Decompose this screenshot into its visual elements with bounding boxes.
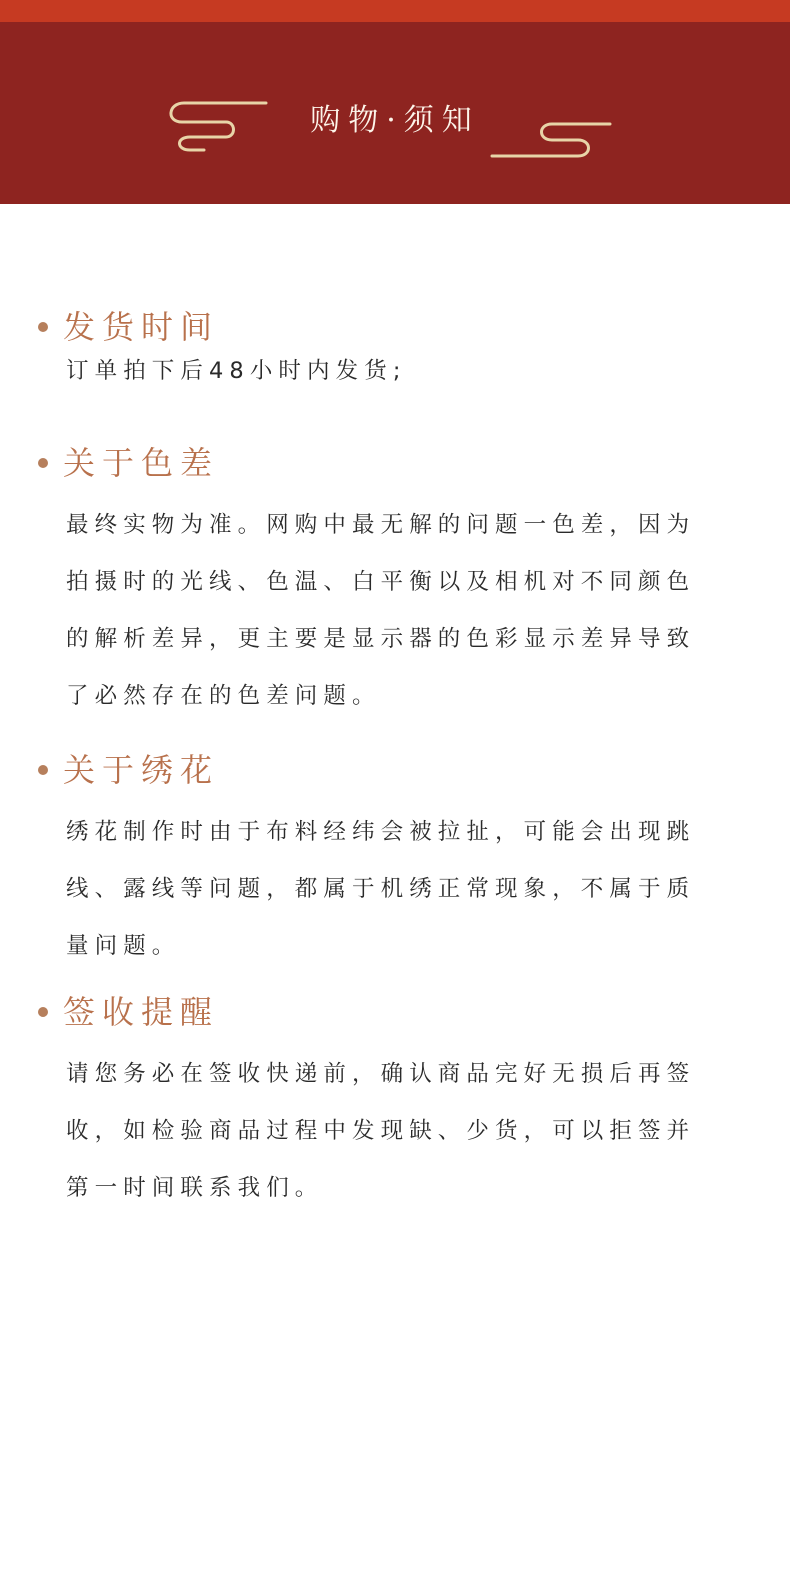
section-body: 绣花制作时由于布料经纬会被拉扯，可能会出现跳线、露线等问题，都属于机绣正常现象，不属于质量问题。: [66, 819, 696, 959]
page-title: 购物·须知: [310, 103, 480, 138]
section-header: [38, 307, 718, 347]
bullet-dot-icon: [38, 765, 48, 775]
section-body: 请您务必在签收快递前，确认商品完好无损后再签收，如检验商品过程中发现缺、少货，可以拒签并第一时间联系我们。: [66, 1061, 696, 1201]
section-embroidery: [38, 750, 718, 975]
bullet-dot-icon: [38, 322, 48, 332]
section-header: [38, 992, 718, 1032]
section-header: [38, 750, 718, 790]
section-title: 签收提醒: [63, 993, 220, 1031]
section-title: 关于绣花: [63, 751, 220, 789]
section-header: [38, 443, 718, 483]
section-delivery-reminder: [38, 992, 718, 1217]
header-banner: [0, 22, 790, 204]
top-strip: [0, 0, 790, 22]
section-body: 订单拍下后48小时内发货;: [66, 358, 407, 384]
bullet-dot-icon: [38, 1007, 48, 1017]
bullet-dot-icon: [38, 458, 48, 468]
section-title: 发货时间: [63, 308, 220, 346]
section-shipping-time: [38, 307, 718, 391]
section-title: 关于色差: [63, 444, 220, 482]
section-color-difference: [38, 443, 718, 725]
cloud-swirl-icon: [490, 120, 620, 164]
section-body: 最终实物为准。网购中最无解的问题一色差，因为拍摄时的光线、色温、白平衡以及相机对不同颜色的解析差异，更主要是显示器的色彩显示差异导致了必然存在的色差问题。: [66, 512, 696, 709]
